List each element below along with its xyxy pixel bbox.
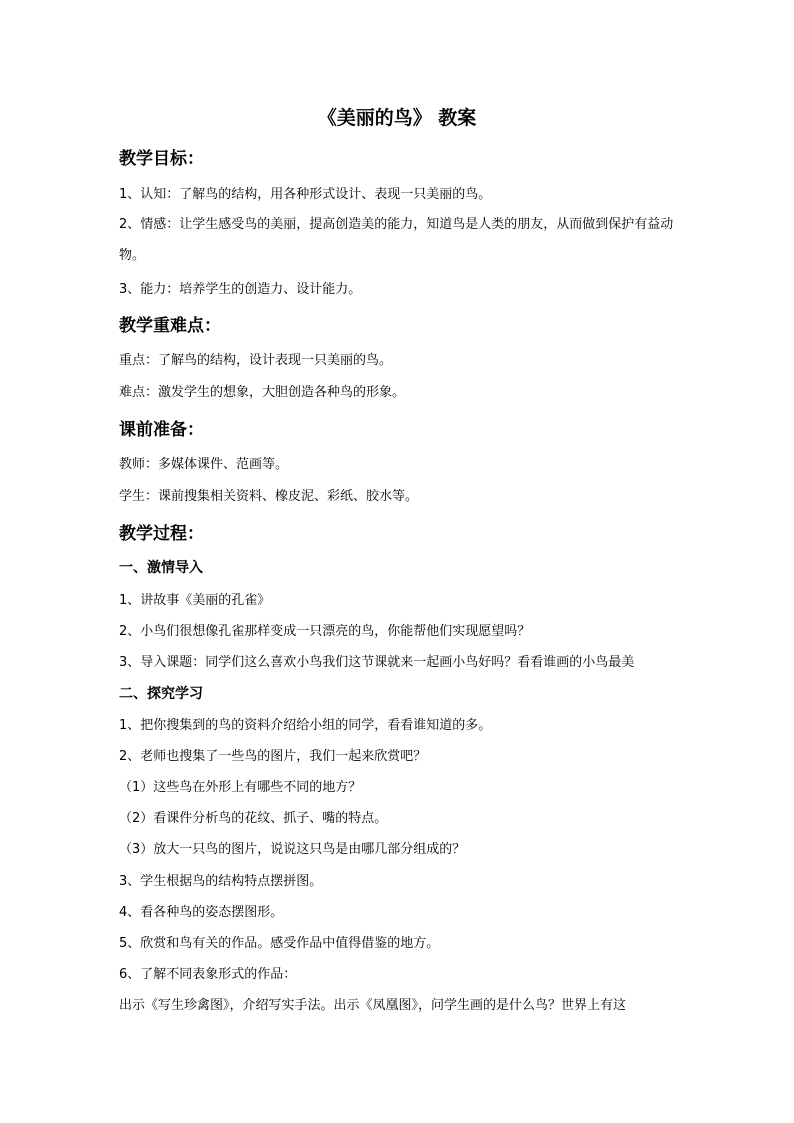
section-heading-process: 教学过程： [119,524,204,544]
process-item: 2、小鸟们很想像孔雀那样变成一只漂亮的鸟，你能帮他们实现愿望吗？ [119,624,531,639]
section-heading-preparation: 课前准备： [119,420,204,440]
process-item: 出示《写生珍禽图》，介绍写实手法。出示《凤凰图》，问学生画的是什么鸟？世界上有这 [119,998,627,1013]
process-part2-heading: 二、探究学习 [119,686,203,702]
section-heading-key-points: 教学重难点： [119,316,221,336]
key-point-item: 难点：激发学生的想象，大胆创造各种鸟的形象。 [119,385,406,400]
process-item: 3、导入课题：同学们这么喜欢小鸟我们这节课就来一起画小鸟好吗？看看谁画的小鸟最美 [119,655,635,670]
goal-item: 2、情感：让学生感受鸟的美丽，提高创造美的能力，知道鸟是人类的朋友，从而做到保护有益动物。 [119,217,674,263]
key-point-item: 重点：了解鸟的结构，设计表现一只美丽的鸟。 [119,353,393,368]
process-part1-heading: 一、激情导入 [119,560,203,576]
goal-item: 1、认知：了解鸟的结构，用各种形式设计、表现一只美丽的鸟。 [119,187,492,202]
preparation-item: 教师：多媒体课件、范画等。 [119,457,289,472]
process-item: （3）放大一只鸟的图片，说说这只鸟是由哪几部分组成的？ [119,842,466,857]
process-item: （2）看课件分析鸟的花纹、抓子、嘴的特点。 [119,811,388,826]
process-item: 2、老师也搜集了一些鸟的图片，我们一起来欣赏吧？ [119,749,427,764]
preparation-item: 学生：课前搜集相关资料、橡皮泥、彩纸、胶水等。 [119,489,419,504]
process-item: 5、欣赏和鸟有关的作品。感受作品中值得借鉴的地方。 [119,936,440,951]
process-item: 6、了解不同表象形式的作品： [119,967,297,982]
process-item: 3、学生根据鸟的结构特点摆拼图。 [119,874,323,889]
section-heading-goals: 教学目标： [119,149,204,169]
process-item: 1、把你搜集到的鸟的资料介绍给小组的同学，看看谁知道的多。 [119,718,492,733]
process-item: 4、看各种鸟的姿态摆图形。 [119,905,284,920]
document-title: 《美丽的鸟》 教案 [317,107,477,129]
goal-item: 3、能力：培养学生的创造力、设计能力。 [119,282,362,297]
process-item: 1、讲故事《美丽的孔雀》 [119,593,271,608]
process-item: （1）这些鸟在外形上有哪些不同的地方？ [119,780,362,795]
